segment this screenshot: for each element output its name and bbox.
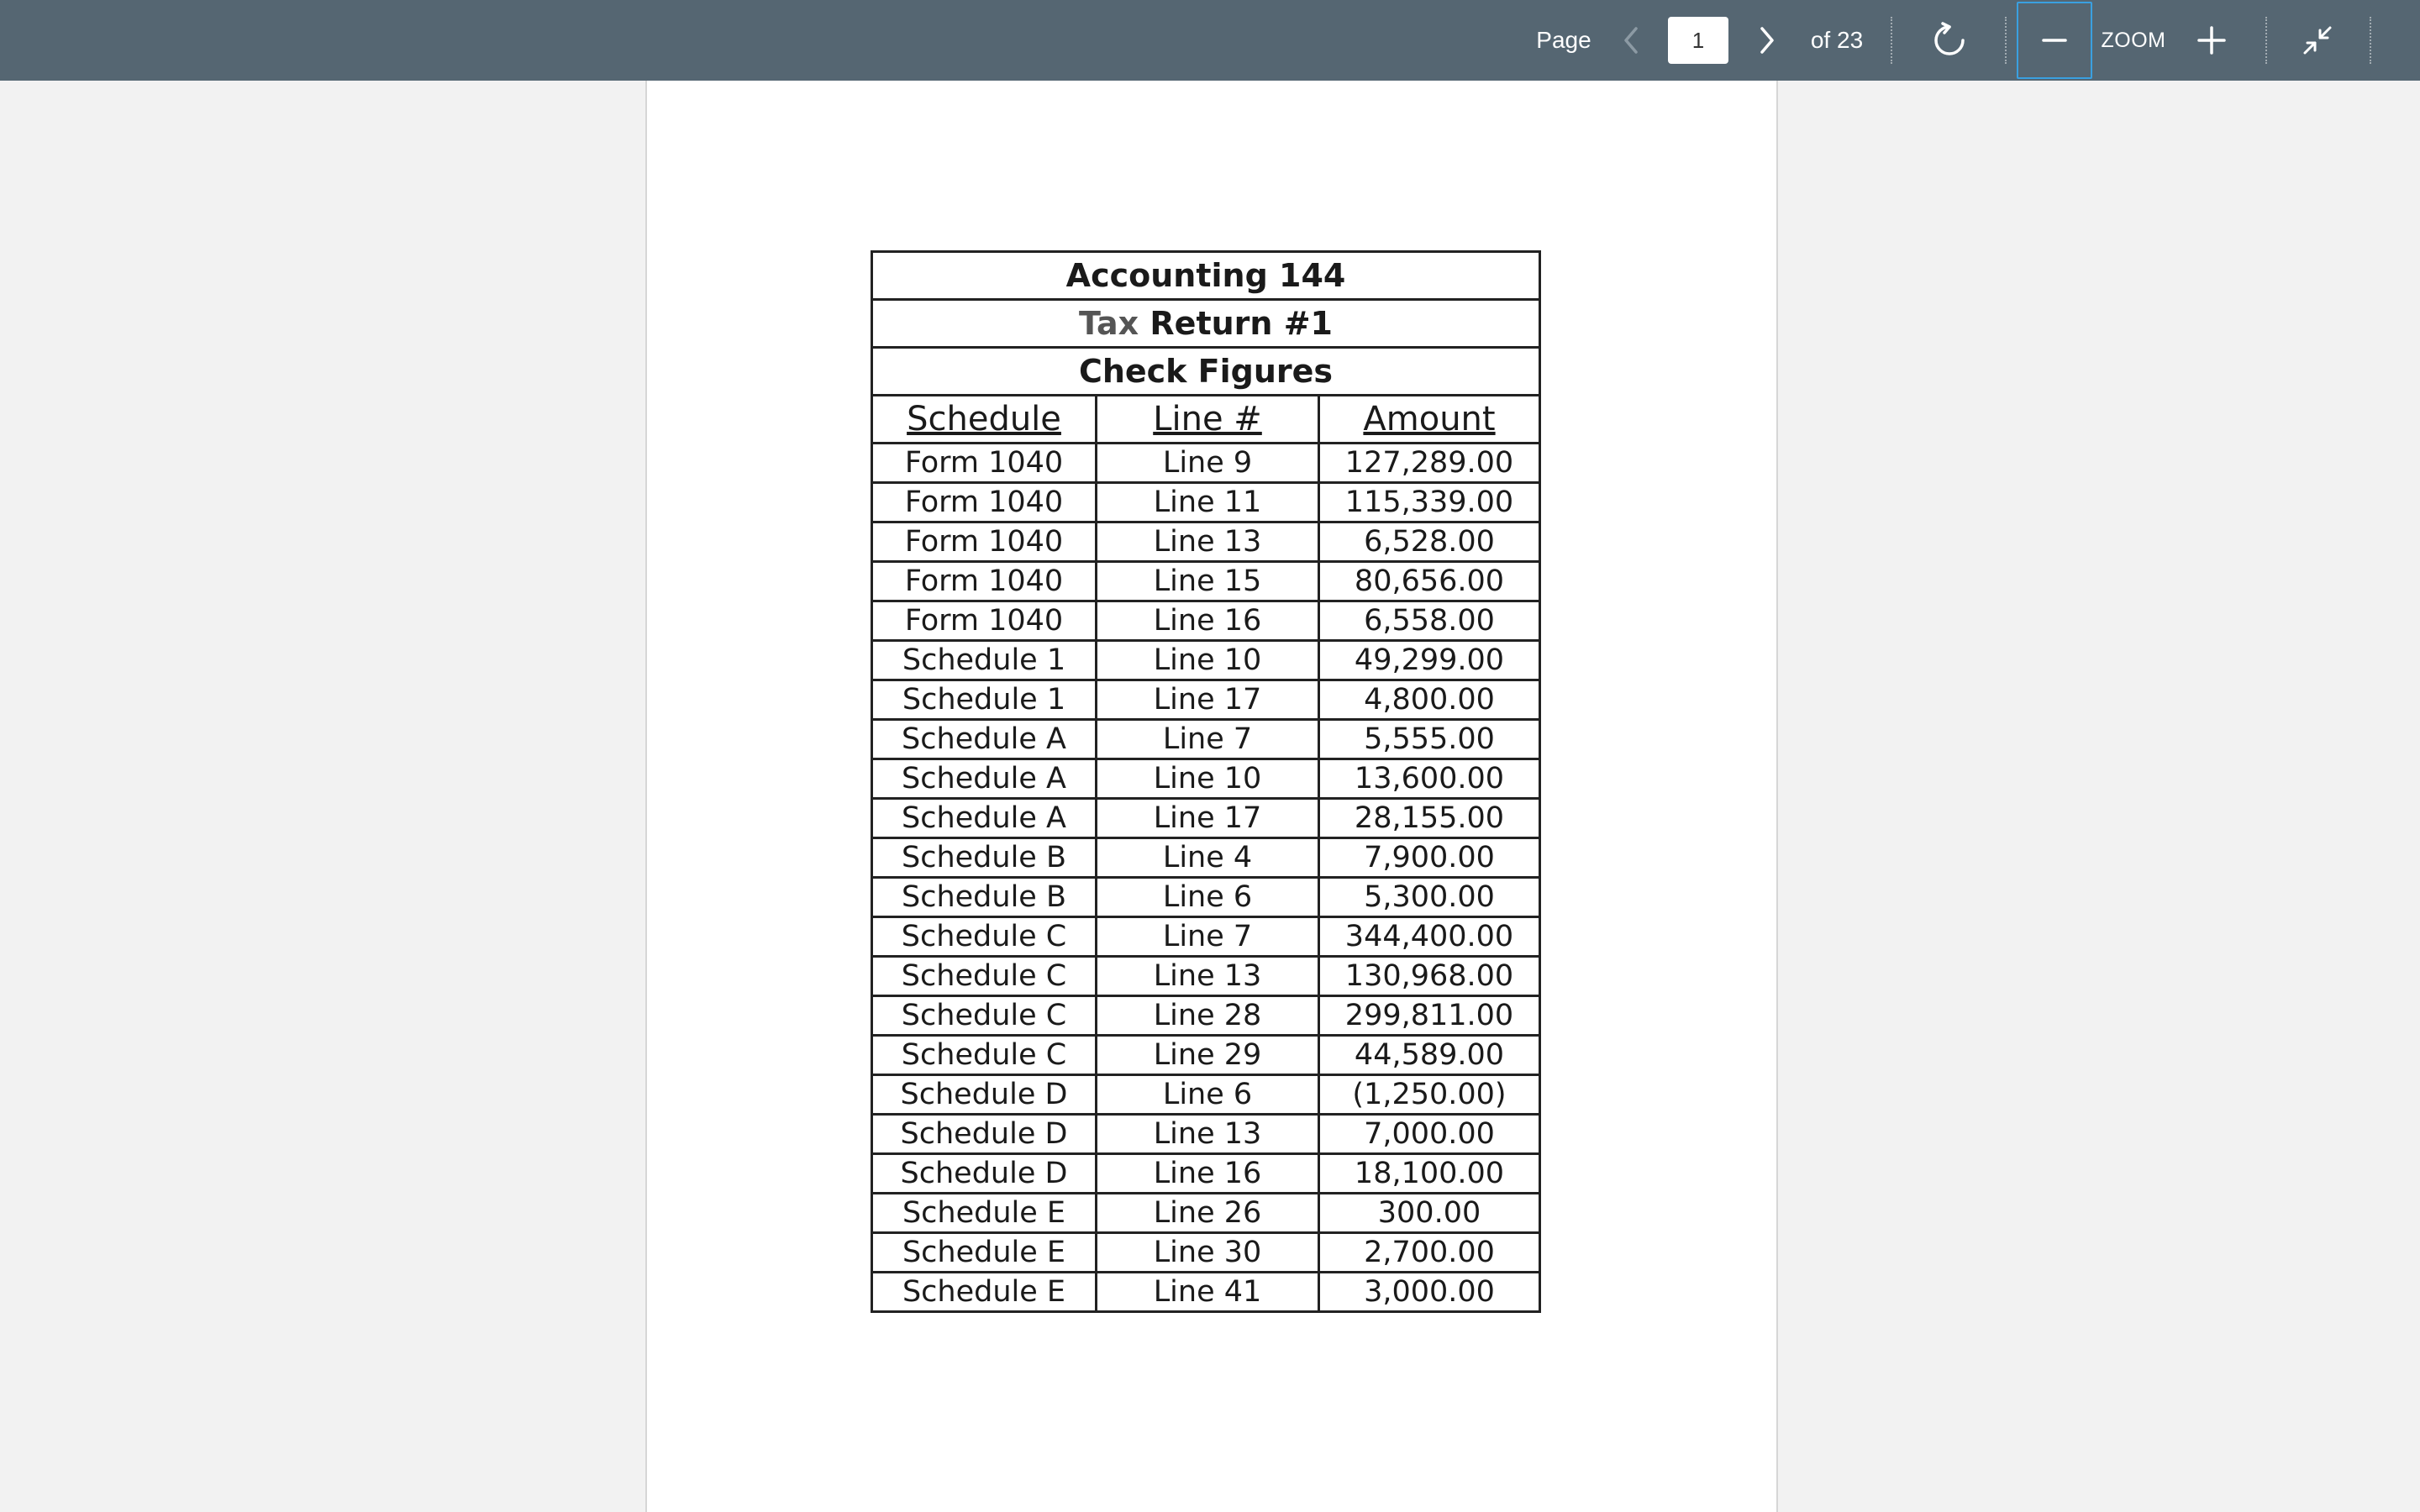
table-body <box>872 252 1540 1312</box>
zoom-label <box>2096 0 2171 81</box>
toolbar-divider <box>1891 17 1892 64</box>
table-row <box>872 1273 1540 1312</box>
table-subtitle-row <box>872 300 1540 348</box>
cell-amount: 6,528.00 <box>1319 522 1540 562</box>
table-row <box>872 1194 1540 1233</box>
cell-schedule: Schedule E <box>872 1233 1097 1273</box>
page-label-text: Page <box>1536 27 1591 53</box>
cell-line: Line 15 <box>1097 562 1319 601</box>
table-row <box>872 759 1540 799</box>
cell-amount: 299,811.00 <box>1319 996 1540 1036</box>
cell-schedule: Form 1040 <box>872 601 1097 641</box>
next-page-button[interactable] <box>1746 0 1788 81</box>
table-row <box>872 444 1540 483</box>
table-row <box>872 996 1540 1036</box>
cell-amount: 49,299.00 <box>1319 641 1540 680</box>
subtitle-word-tax: Tax <box>1079 305 1139 342</box>
cell-line: Line 7 <box>1097 720 1319 759</box>
cell-schedule: Schedule A <box>872 720 1097 759</box>
cell-amount: 115,339.00 <box>1319 483 1540 522</box>
page-label <box>1526 0 1602 81</box>
cell-schedule: Schedule C <box>872 917 1097 957</box>
cell-schedule: Schedule 1 <box>872 680 1097 720</box>
cell-amount: 344,400.00 <box>1319 917 1540 957</box>
cell-amount: 4,800.00 <box>1319 680 1540 720</box>
plus-icon <box>2196 25 2227 55</box>
table-row <box>872 601 1540 641</box>
cell-line: Line 10 <box>1097 641 1319 680</box>
table-row <box>872 957 1540 996</box>
table-row <box>872 641 1540 680</box>
cell-amount: 18,100.00 <box>1319 1154 1540 1194</box>
column-header <box>1319 396 1540 444</box>
cell-line: Line 29 <box>1097 1036 1319 1075</box>
cell-amount: 2,700.00 <box>1319 1233 1540 1273</box>
table-header-row <box>872 396 1540 444</box>
section-title: Check Figures <box>872 348 1540 396</box>
cell-schedule: Schedule A <box>872 759 1097 799</box>
table-row <box>872 878 1540 917</box>
table-row <box>872 799 1540 838</box>
cell-schedule: Schedule B <box>872 838 1097 878</box>
page-number-input[interactable] <box>1668 17 1728 64</box>
table-row <box>872 1233 1540 1273</box>
cell-schedule: Schedule C <box>872 1036 1097 1075</box>
minus-icon <box>2041 27 2068 54</box>
cell-line: Line 6 <box>1097 878 1319 917</box>
cell-line: Line 28 <box>1097 996 1319 1036</box>
rotate-button[interactable] <box>1926 0 1973 81</box>
cell-amount: (1,250.00) <box>1319 1075 1540 1115</box>
cell-amount: 13,600.00 <box>1319 759 1540 799</box>
pdf-toolbar <box>0 0 2420 81</box>
previous-page-button[interactable] <box>1610 0 1652 81</box>
cell-line: Line 17 <box>1097 680 1319 720</box>
cell-amount: 130,968.00 <box>1319 957 1540 996</box>
cell-amount: 44,589.00 <box>1319 1036 1540 1075</box>
cell-schedule: Form 1040 <box>872 562 1097 601</box>
zoom-in-button[interactable] <box>2188 0 2235 81</box>
cell-schedule: Schedule D <box>872 1115 1097 1154</box>
cell-schedule: Form 1040 <box>872 444 1097 483</box>
column-header-schedule: Schedule <box>907 400 1061 438</box>
cell-schedule: Schedule 1 <box>872 641 1097 680</box>
zoom-out-button[interactable] <box>2017 2 2092 79</box>
cell-amount: 5,555.00 <box>1319 720 1540 759</box>
table-row <box>872 1075 1540 1115</box>
cell-line: Line 16 <box>1097 1154 1319 1194</box>
column-header-amount: Amount <box>1363 400 1496 438</box>
cell-schedule: Schedule D <box>872 1154 1097 1194</box>
cell-line: Line 17 <box>1097 799 1319 838</box>
document-title: Accounting 144 <box>872 252 1540 300</box>
document-subtitle <box>872 300 1540 348</box>
column-header <box>1097 396 1319 444</box>
table-row <box>872 1115 1540 1154</box>
table-row <box>872 522 1540 562</box>
table-section-row <box>872 348 1540 396</box>
table-row <box>872 917 1540 957</box>
cell-line: Line 11 <box>1097 483 1319 522</box>
check-figures-table <box>871 250 1541 1313</box>
cell-line: Line 7 <box>1097 917 1319 957</box>
cell-amount: 300.00 <box>1319 1194 1540 1233</box>
cell-line: Line 4 <box>1097 838 1319 878</box>
zoom-label-text: ZOOM <box>2101 28 2166 52</box>
rotate-icon <box>1931 22 1968 59</box>
chevron-left-icon <box>1621 25 1641 55</box>
cell-amount: 3,000.00 <box>1319 1273 1540 1312</box>
cell-schedule: Schedule A <box>872 799 1097 838</box>
toolbar-divider <box>2005 17 2007 64</box>
cell-line: Line 16 <box>1097 601 1319 641</box>
cell-line: Line 10 <box>1097 759 1319 799</box>
subtitle-rest: Return #1 <box>1139 305 1333 342</box>
table-row <box>872 483 1540 522</box>
cell-schedule: Schedule E <box>872 1273 1097 1312</box>
table-title-row <box>872 252 1540 300</box>
exit-fullscreen-button[interactable] <box>2292 0 2343 81</box>
cell-line: Line 6 <box>1097 1075 1319 1115</box>
cell-schedule: Form 1040 <box>872 483 1097 522</box>
cell-line: Line 30 <box>1097 1233 1319 1273</box>
toolbar-divider <box>2370 17 2371 64</box>
cell-line: Line 13 <box>1097 1115 1319 1154</box>
column-header <box>872 396 1097 444</box>
column-header-line: Line # <box>1153 400 1262 438</box>
cell-schedule: Schedule C <box>872 996 1097 1036</box>
total-pages-text: of 23 <box>1810 27 1864 53</box>
page-number-field-wrap <box>1667 0 1729 81</box>
cell-schedule: Form 1040 <box>872 522 1097 562</box>
cell-schedule: Schedule B <box>872 878 1097 917</box>
table-row <box>872 1036 1540 1075</box>
cell-amount: 5,300.00 <box>1319 878 1540 917</box>
cell-line: Line 13 <box>1097 522 1319 562</box>
table-row <box>872 562 1540 601</box>
cell-line: Line 9 <box>1097 444 1319 483</box>
cell-schedule: Schedule E <box>872 1194 1097 1233</box>
cell-line: Line 41 <box>1097 1273 1319 1312</box>
cell-amount: 7,900.00 <box>1319 838 1540 878</box>
cell-amount: 28,155.00 <box>1319 799 1540 838</box>
cell-amount: 127,289.00 <box>1319 444 1540 483</box>
table-row <box>872 1154 1540 1194</box>
table-row <box>872 838 1540 878</box>
cell-schedule: Schedule D <box>872 1075 1097 1115</box>
total-pages-label <box>1802 0 1872 81</box>
cell-amount: 6,558.00 <box>1319 601 1540 641</box>
cell-amount: 7,000.00 <box>1319 1115 1540 1154</box>
table-row <box>872 720 1540 759</box>
cell-line: Line 13 <box>1097 957 1319 996</box>
chevron-right-icon <box>1757 25 1777 55</box>
table-row <box>872 680 1540 720</box>
cell-schedule: Schedule C <box>872 957 1097 996</box>
toolbar-divider <box>2265 17 2267 64</box>
cell-amount: 80,656.00 <box>1319 562 1540 601</box>
document-page <box>645 81 1778 1512</box>
collapse-arrows-icon <box>2301 24 2334 57</box>
cell-line: Line 26 <box>1097 1194 1319 1233</box>
